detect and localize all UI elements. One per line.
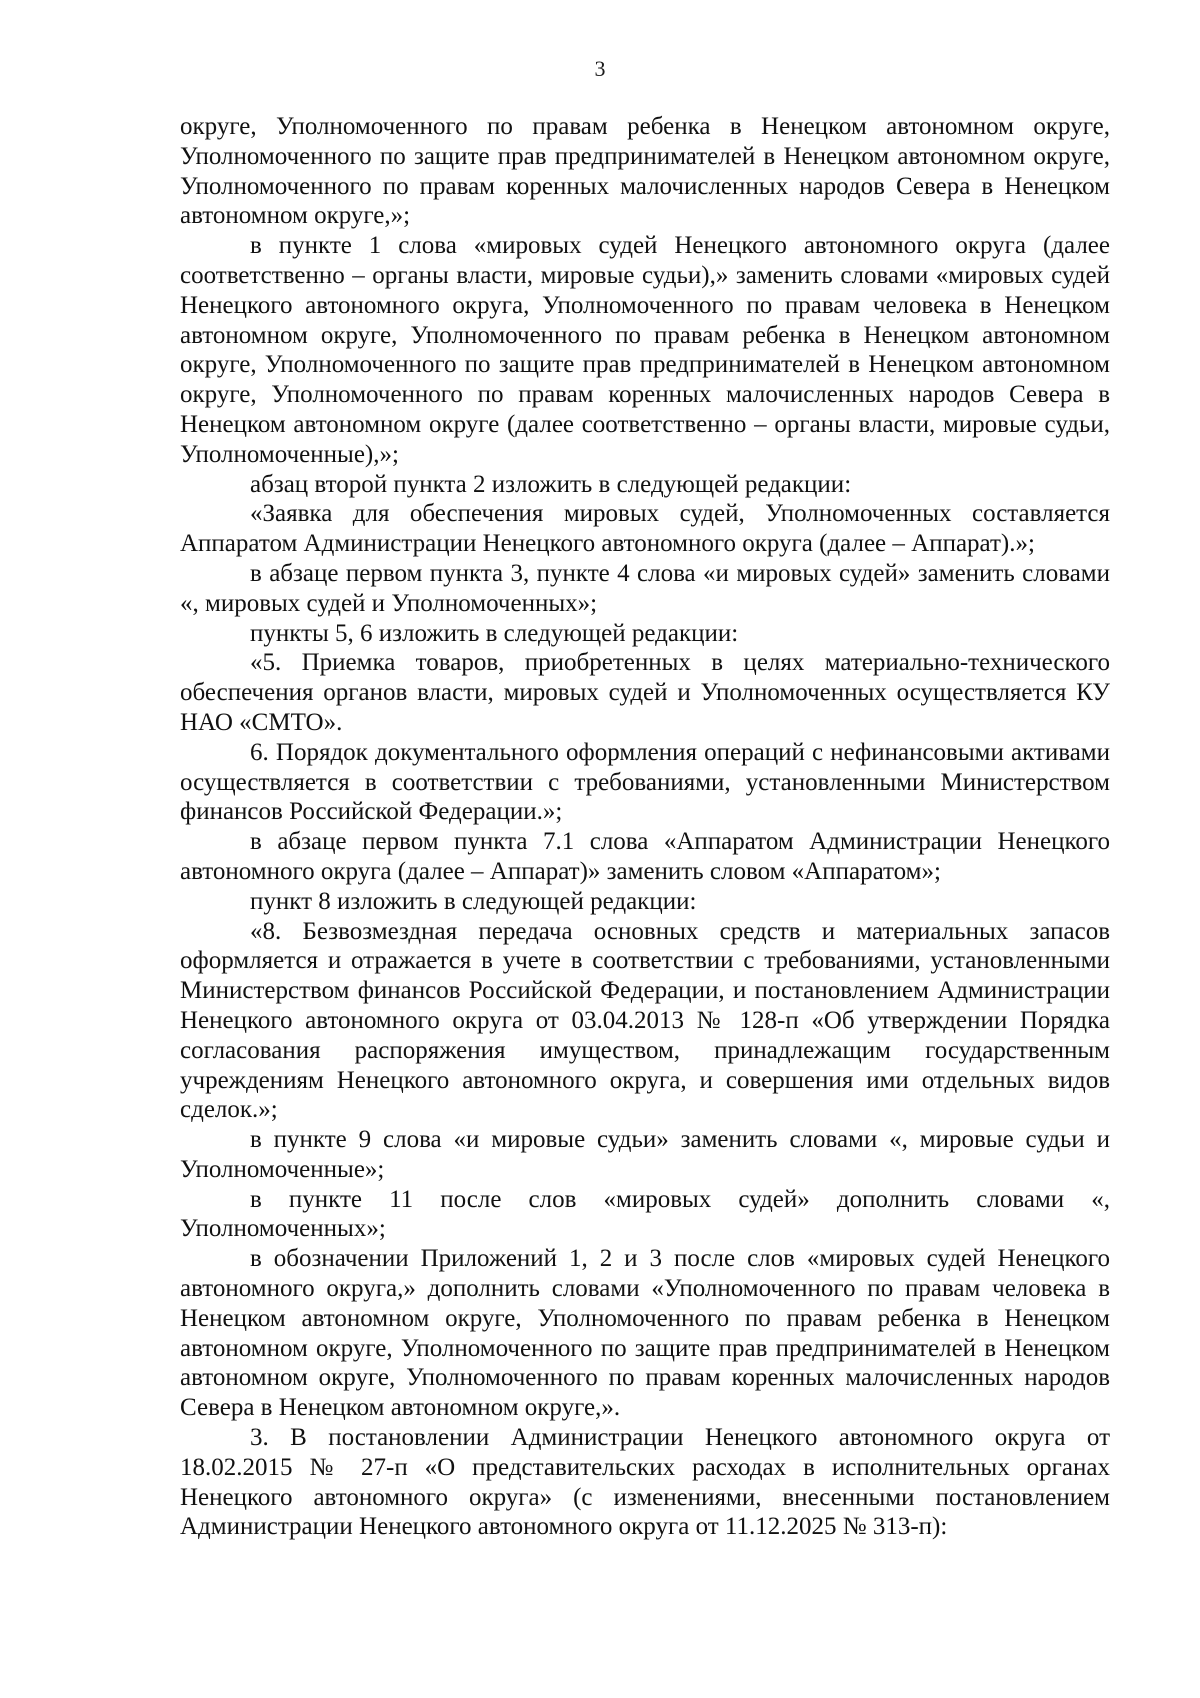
paragraph: в абзаце первом пункта 7.1 слова «Аппаратом Администрации Ненецкого автономного округа (далее – Аппарат)» заменить словом «Аппаратом»;	[180, 828, 1110, 885]
paragraph: в пункте 9 слова «и мировые судьи» заменить словами «, мировые судьи и Уполномоченные»;	[180, 1126, 1110, 1183]
paragraph: «5. Приемка товаров, приобретенных в целях материально-технического обеспечения органов власти, мировых судей и Уполномоченных осуществляется КУ НАО «СМТО».	[180, 649, 1110, 736]
paragraph: абзац второй пункта 2 изложить в следующей редакции:	[250, 470, 852, 498]
paragraph: в пункте 1 слова «мировых судей Ненецкого автономного округа (далее соответственно – органы власти, мировые судьи),» заменить словами «мировых судей Ненецкого автономного округа, Уполномоченного по правам человека в Ненецком автономном округе, Уполномоченного по правам ребенка в Ненецком автономном округе, Уполномоченного по защите прав предпринимателей в Ненецком автономном округе, Уполномоченного по правам коренных малочисленных народов Севера в Ненецком автономном округе (далее соответственно – органы власти, мировые судьи, Уполномоченные),»;	[180, 232, 1110, 468]
paragraph: в обозначении Приложений 1, 2 и 3 после слов «мировых судей Ненецкого автономного округа,» дополнить словами «Уполномоченного по правам человека в Ненецком автономном округе, Уполномоченного по правам ребенка в Ненецком автономном округе, Уполномоченного по защите прав предпринимателей в Ненецком автономном округе, Уполномоченного по правам коренных малочисленных народов Севера в Ненецком автономном округе,».	[180, 1245, 1110, 1422]
document-body	[180, 112, 1110, 1542]
paragraph: в пункте 11 после слов «мировых судей» дополнить словами «, Уполномоченных»;	[180, 1185, 1110, 1243]
paragraph: «Заявка для обеспечения мировых судей, Уполномоченных составляется Аппаратом Администрации Ненецкого автономного округа (далее – Аппарат).»;	[180, 500, 1110, 558]
paragraph: округе, Уполномоченного по правам ребенка в Ненецком автономном округе, Уполномоченного по защите прав предпринимателей в Ненецком автономном округе, Уполномоченного по правам коренных малочисленных народов Севера в Ненецком автономном округе,»;	[180, 113, 1110, 230]
paragraph: 6. Порядок документального оформления операций с нефинансовыми активами осуществляется в соответствии с требованиями, установленными Министерством финансов Российской Федерации.»;	[180, 738, 1110, 826]
paragraph: пункт 8 изложить в следующей редакции:	[250, 887, 697, 915]
paragraph: в абзаце первом пункта 3, пункте 4 слова «и мировых судей» заменить словами «, мировых судей и Уполномоченных»;	[180, 559, 1110, 617]
paragraph: пункты 5, 6 изложить в следующей редакции:	[250, 619, 739, 647]
page-number: 3	[594, 56, 606, 81]
paragraph: 3. В постановлении Администрации Ненецкого автономного округа от 18.02.2015 № 27-п «О представительских расходах в исполнительных органах Ненецкого автономного округа» (с изменениями, внесенными постановлением Администрации Ненецкого автономного округа от 11.12.2025 № 313-п):	[180, 1424, 1110, 1541]
paragraph: «8. Безвозмездная передача основных средств и материальных запасов оформляется и отражается в учете в соответствии с требованиями, установленными Министерством финансов Российской Федерации, и постановлением Администрации Ненецкого автономного округа от 03.04.2013 № 128-п «Об утверждении Порядка согласования распоряжения имуществом, принадлежащим государственным учреждениям Ненецкого автономного округа, и совершения ими отдельных видов сделок.»;	[180, 917, 1110, 1124]
